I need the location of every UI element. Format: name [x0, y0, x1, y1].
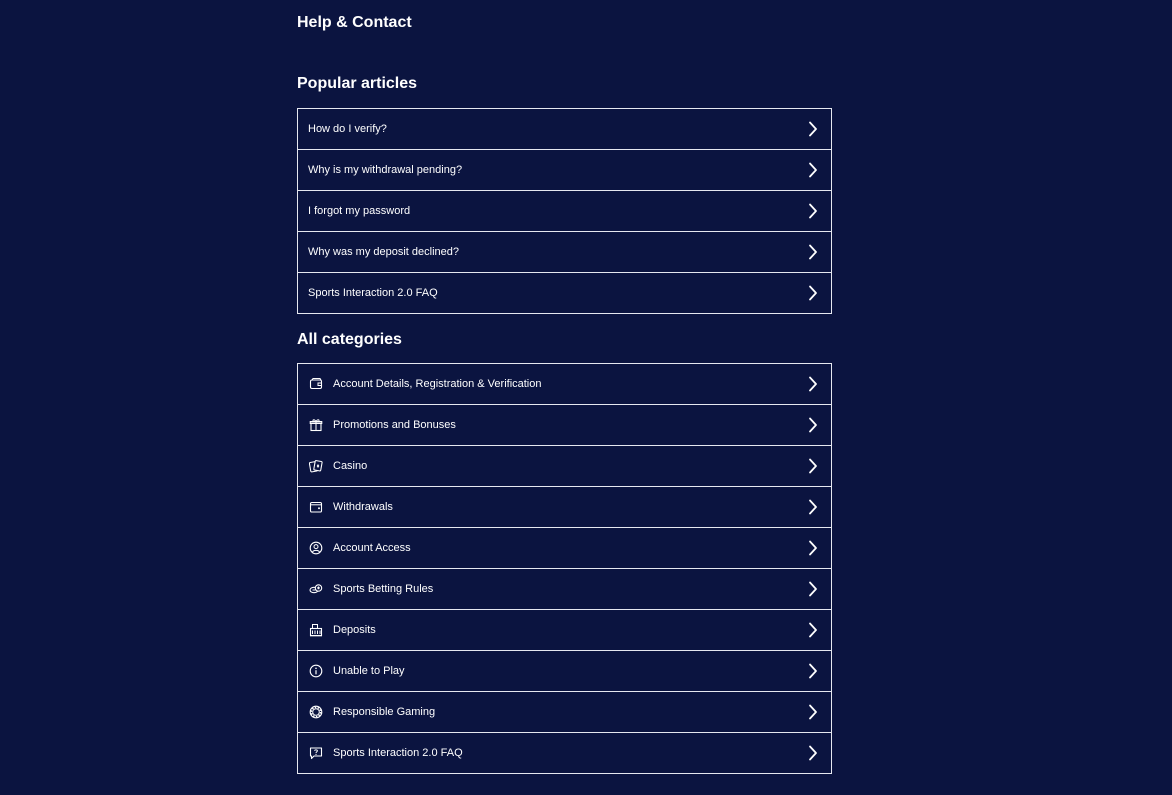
category-item-casino[interactable] — [297, 445, 832, 487]
chevron-right-icon — [806, 458, 820, 474]
category-item-account-details[interactable] — [297, 363, 832, 405]
category-label: Sports Interaction 2.0 FAQ — [333, 747, 463, 759]
category-label: Casino — [333, 460, 368, 472]
popular-article-label: Sports Interaction 2.0 FAQ — [308, 287, 438, 299]
gift-icon — [308, 418, 323, 433]
category-item-responsible-gaming[interactable] — [297, 691, 832, 733]
category-item-withdrawals[interactable] — [297, 486, 832, 528]
popular-articles-heading: Popular articles — [297, 75, 418, 92]
bank-icon — [308, 623, 323, 638]
category-label: Sports Betting Rules — [333, 583, 434, 595]
category-item-unable-to-play[interactable] — [297, 650, 832, 692]
popular-articles-list — [297, 108, 832, 314]
chevron-right-icon — [806, 540, 820, 556]
chevron-right-icon — [806, 121, 820, 137]
chevron-right-icon — [806, 622, 820, 638]
page-title: Help & Contact — [297, 14, 412, 31]
popular-article-label: How do I verify? — [308, 123, 387, 135]
chevron-right-icon — [806, 244, 820, 260]
category-item-promotions[interactable] — [297, 404, 832, 446]
category-label: Promotions and Bonuses — [333, 419, 456, 431]
popular-article-item[interactable] — [297, 108, 832, 150]
chevron-right-icon — [806, 581, 820, 597]
chevron-right-icon — [806, 203, 820, 219]
poker-chip-icon — [308, 705, 323, 720]
chevron-right-icon — [806, 499, 820, 515]
category-label: Responsible Gaming — [333, 706, 436, 718]
chevron-right-icon — [806, 745, 820, 761]
category-label: Deposits — [333, 624, 376, 636]
sports-balls-icon — [308, 582, 323, 597]
card-icon — [308, 377, 323, 392]
popular-article-label: Why is my withdrawal pending? — [308, 164, 463, 176]
all-categories-heading: All categories — [297, 331, 402, 348]
category-item-sports-betting-rules[interactable] — [297, 568, 832, 610]
popular-article-item[interactable] — [297, 272, 832, 314]
wallet-icon — [308, 500, 323, 515]
category-item-account-access[interactable] — [297, 527, 832, 569]
chevron-right-icon — [806, 162, 820, 178]
popular-article-label: I forgot my password — [308, 205, 411, 217]
category-label: Withdrawals — [333, 501, 393, 513]
chevron-right-icon — [806, 376, 820, 392]
popular-article-label: Why was my deposit declined? — [308, 246, 460, 258]
popular-article-item[interactable] — [297, 149, 832, 191]
category-label: Account Access — [333, 542, 411, 554]
chevron-right-icon — [806, 285, 820, 301]
question-bubble-icon — [308, 746, 323, 761]
info-icon — [308, 664, 323, 679]
category-item-sports-interaction-faq[interactable] — [297, 732, 832, 774]
chevron-right-icon — [806, 663, 820, 679]
chevron-right-icon — [806, 417, 820, 433]
playing-cards-icon — [308, 459, 323, 474]
popular-article-item[interactable] — [297, 190, 832, 232]
category-label: Unable to Play — [333, 665, 405, 677]
category-item-deposits[interactable] — [297, 609, 832, 651]
category-label: Account Details, Registration & Verification — [333, 378, 542, 390]
chevron-right-icon — [806, 704, 820, 720]
popular-article-item[interactable] — [297, 231, 832, 273]
user-circle-icon — [308, 541, 323, 556]
categories-list — [297, 363, 832, 774]
